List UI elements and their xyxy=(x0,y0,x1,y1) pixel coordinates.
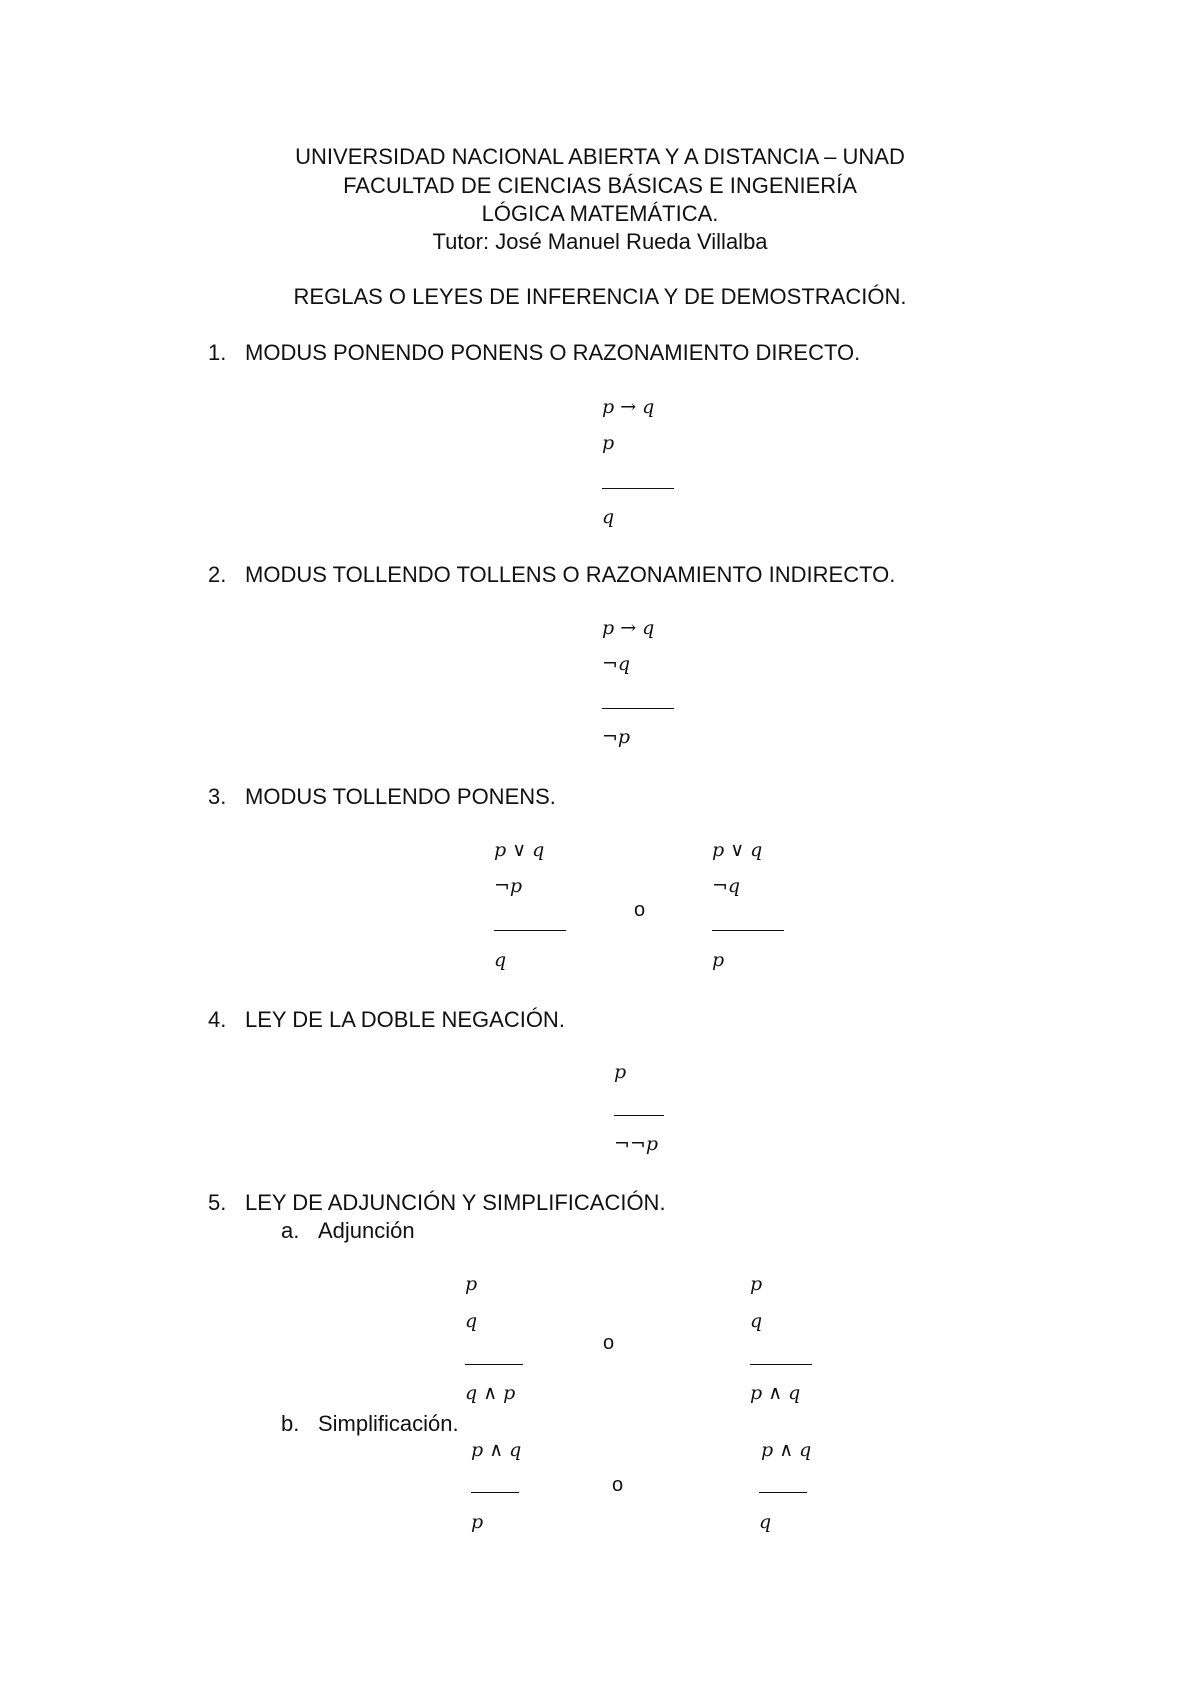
sub-letter: b. xyxy=(281,1411,300,1436)
left-premise-2: ¬p xyxy=(494,875,523,897)
rule-number: 2. xyxy=(208,562,227,587)
rule-title: MODUS TOLLENDO TOLLENS O RAZONAMIENTO INDIRECTO. xyxy=(245,562,896,587)
sub-letter: a. xyxy=(281,1218,300,1243)
right-inference-line xyxy=(750,1364,812,1365)
premise-1: p → q xyxy=(602,617,655,639)
premise-2: p xyxy=(602,432,615,454)
inference-line xyxy=(602,488,674,489)
premise-1: p xyxy=(614,1061,627,1083)
faculty-name: FACULTAD DE CIENCIAS BÁSICAS E INGENIERÍA xyxy=(343,173,857,198)
conclusion: q xyxy=(602,506,615,528)
right-inference-line xyxy=(712,930,784,931)
right-premise-2: q xyxy=(750,1310,763,1332)
or-connector: o xyxy=(612,1474,624,1496)
university-name: UNIVERSIDAD NACIONAL ABIERTA Y A DISTANCIA – UNAD xyxy=(295,144,905,169)
left-premise-1: p ∧ q xyxy=(471,1439,522,1461)
course-name: LÓGICA MATEMÁTICA. xyxy=(481,201,719,226)
conclusion: ¬p xyxy=(602,726,631,748)
inference-line xyxy=(614,1115,664,1116)
right-conclusion: q xyxy=(759,1511,772,1533)
tutor-name: Tutor: José Manuel Rueda Villalba xyxy=(432,229,768,254)
right-premise-2: ¬q xyxy=(712,875,741,897)
left-premise-2: q xyxy=(465,1310,478,1332)
left-conclusion: q xyxy=(494,949,507,971)
rule-number: 4. xyxy=(208,1007,227,1032)
or-connector: o xyxy=(634,899,646,921)
rule-title: MODUS PONENDO PONENS O RAZONAMIENTO DIRECTO. xyxy=(245,340,861,365)
rule-number: 3. xyxy=(208,784,227,809)
inference-line xyxy=(602,708,674,709)
right-premise-1: p xyxy=(750,1273,763,1295)
rule-title: LEY DE LA DOBLE NEGACIÓN. xyxy=(245,1007,565,1032)
sub-title: Simplificación. xyxy=(318,1411,459,1436)
sub-title: Adjunción xyxy=(318,1218,415,1243)
right-premise-1: p ∧ q xyxy=(761,1439,812,1461)
rule-title: MODUS TOLLENDO PONENS. xyxy=(245,784,556,809)
right-inference-line xyxy=(759,1492,807,1493)
right-premise-1: p ∨ q xyxy=(712,839,763,861)
right-conclusion: p ∧ q xyxy=(750,1382,801,1404)
premise-2: ¬q xyxy=(602,653,631,675)
left-inference-line xyxy=(465,1364,523,1365)
or-connector: o xyxy=(603,1332,615,1354)
rule-number: 5. xyxy=(208,1190,227,1215)
rule-number: 1. xyxy=(208,340,227,365)
document-title: REGLAS O LEYES DE INFERENCIA Y DE DEMOSTRACIÓN. xyxy=(293,284,907,309)
left-inference-line xyxy=(494,930,566,931)
left-conclusion: p xyxy=(471,1511,484,1533)
premise-1: p → q xyxy=(602,396,655,418)
left-conclusion: q ∧ p xyxy=(465,1382,516,1404)
conclusion: ¬¬p xyxy=(614,1133,659,1155)
left-premise-1: p xyxy=(465,1273,478,1295)
left-premise-1: p ∨ q xyxy=(494,839,545,861)
rule-title: LEY DE ADJUNCIÓN Y SIMPLIFICACIÓN. xyxy=(245,1190,666,1215)
left-inference-line xyxy=(471,1492,519,1493)
right-conclusion: p xyxy=(712,949,725,971)
